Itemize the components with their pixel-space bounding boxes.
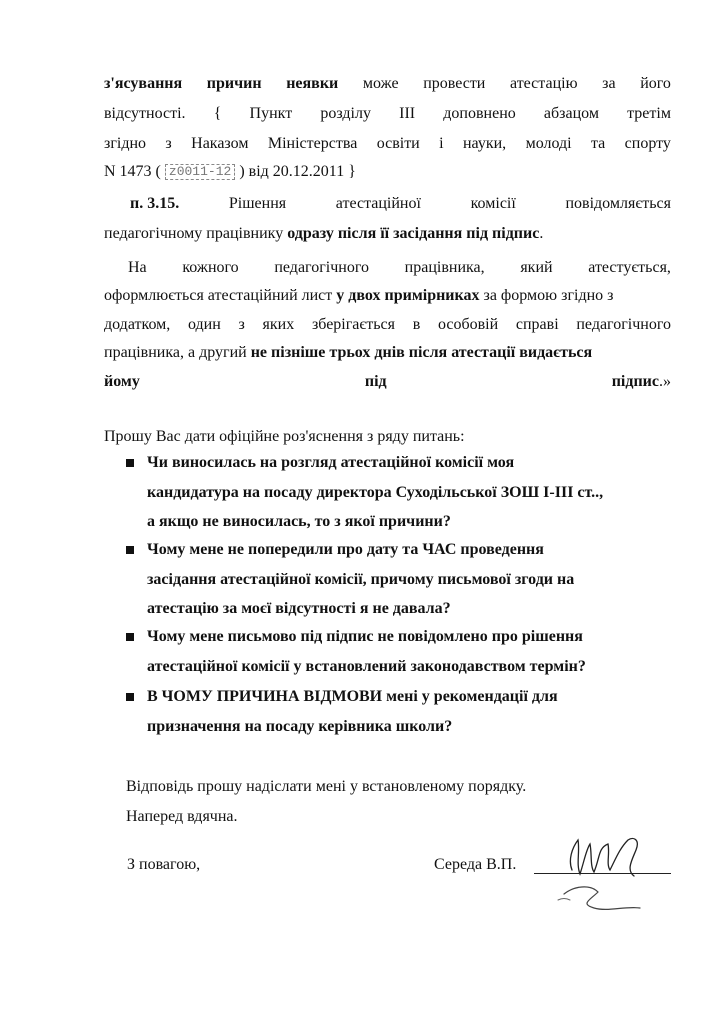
para3-line4 xyxy=(104,341,671,365)
word: з'ясування xyxy=(104,75,183,92)
word: відсутності. xyxy=(104,105,186,122)
closing-thanks: Наперед вдячна. xyxy=(126,808,238,825)
question-2-line-1: Чому мене не попередили про дату та ЧАС проведення xyxy=(147,541,544,558)
word: кожного xyxy=(182,259,239,276)
word: доповнено xyxy=(443,105,516,122)
bullet-icon xyxy=(126,546,134,554)
para1-line4 xyxy=(104,160,671,184)
word: один xyxy=(187,316,221,333)
question-1-line-3: а якщо не виносилась, то з якої причини? xyxy=(147,513,451,530)
word: повідомляється xyxy=(565,195,671,212)
question-3-line-1: Чому мене письмово під підпис не повідомлено про рішення xyxy=(147,628,583,645)
word: III xyxy=(399,105,416,122)
request-intro: Прошу Вас дати офіційне роз'яснення з ряду питань: xyxy=(104,428,465,445)
para1-line2 xyxy=(104,102,671,126)
closing-request: Відповідь прошу надіслати мені у встановленому порядку. xyxy=(126,778,527,795)
handwritten-signature xyxy=(550,818,670,928)
bullet-icon xyxy=(126,459,134,467)
question-1-line-2: кандидатура на посаду директора Суходільської ЗОШ I-III ст.., xyxy=(147,484,604,501)
word: атестацію xyxy=(510,75,578,92)
bullet-icon xyxy=(126,693,134,701)
word: згідно xyxy=(104,135,147,152)
word: освіти xyxy=(376,135,420,152)
word: { xyxy=(213,105,222,122)
word: особовій xyxy=(437,316,499,333)
bullet-icon xyxy=(126,633,134,641)
word: педагогічного xyxy=(576,316,671,333)
word: розділу xyxy=(320,105,371,122)
registration-stamp: z0011-12 xyxy=(165,164,235,180)
text: за формою згідно з xyxy=(483,287,614,304)
para2-line1 xyxy=(130,192,671,216)
word: зберігається xyxy=(311,316,396,333)
word: На xyxy=(128,259,147,276)
para3-line1 xyxy=(128,256,671,280)
word: може xyxy=(362,75,399,92)
word: третім xyxy=(627,105,671,122)
para1-line3 xyxy=(104,132,671,156)
para1-line1 xyxy=(104,72,671,96)
text: оформлюється атестаційний лист xyxy=(104,287,333,304)
text: педагогічному працівнику xyxy=(104,225,284,242)
word: та xyxy=(590,135,606,152)
word: з xyxy=(165,135,172,152)
word: справі xyxy=(515,316,559,333)
emphasis: у двох примірниках xyxy=(336,287,480,304)
period: . xyxy=(539,225,544,242)
word: комісії xyxy=(470,195,516,212)
law-number: N 1473 ( xyxy=(104,163,161,180)
word: Наказом xyxy=(191,135,249,152)
word: абзацом xyxy=(543,105,599,122)
signer-name: Середа В.П. xyxy=(434,856,517,873)
law-date: ) від 20.12.2011 } xyxy=(239,163,356,180)
question-4-line-1: В ЧОМУ ПРИЧИНА ВІДМОВИ мені у рекомендації для xyxy=(147,688,558,705)
para3-line2 xyxy=(104,284,671,308)
word: яких xyxy=(262,316,295,333)
para3-line5 xyxy=(104,370,671,394)
word: науки, xyxy=(462,135,507,152)
word: Міністерства xyxy=(267,135,358,152)
word: провести xyxy=(423,75,486,92)
question-4-line-2: призначення на посаду керівника школи? xyxy=(147,718,453,735)
word: підпис xyxy=(611,373,659,390)
word: причин xyxy=(206,75,262,92)
word: і xyxy=(439,135,444,152)
word: в xyxy=(412,316,421,333)
word: який xyxy=(520,259,553,276)
word: Рішення xyxy=(228,195,287,212)
emphasis: не пізніше трьох днів після атестації видається xyxy=(250,344,593,361)
clause-number: п. 3.15. xyxy=(130,195,180,212)
word: неявки xyxy=(286,75,339,92)
emphasis: одразу після її засідання під підпис xyxy=(287,225,540,242)
question-3-line-2: атестаційної комісії у встановлений законодавством термін? xyxy=(147,658,586,675)
question-1-line-1: Чи виносилась на розгляд атестаційної комісії моя xyxy=(147,454,515,471)
question-2-line-3: атестацію за моєї відсутності я не давала? xyxy=(147,600,451,617)
word: спорту xyxy=(624,135,671,152)
word: атестується, xyxy=(588,259,671,276)
word: під xyxy=(364,373,387,390)
quote-end: .» xyxy=(659,373,671,390)
word: з xyxy=(238,316,245,333)
question-2-line-2: засідання атестаційної комісії, причому письмової згоди на xyxy=(147,571,575,588)
para2-line2 xyxy=(104,222,671,246)
text: працівника, а другий xyxy=(104,344,247,361)
para3-line3 xyxy=(104,313,671,337)
regards: З повагою, xyxy=(127,856,201,873)
word: працівника, xyxy=(404,259,485,276)
word: атестаційної xyxy=(335,195,421,212)
word: молоді xyxy=(525,135,572,152)
word: за xyxy=(602,75,616,92)
word: додатком, xyxy=(104,316,171,333)
word: йому xyxy=(104,373,140,390)
word: педагогічного xyxy=(274,259,369,276)
word: Пункт xyxy=(249,105,293,122)
word: його xyxy=(640,75,671,92)
